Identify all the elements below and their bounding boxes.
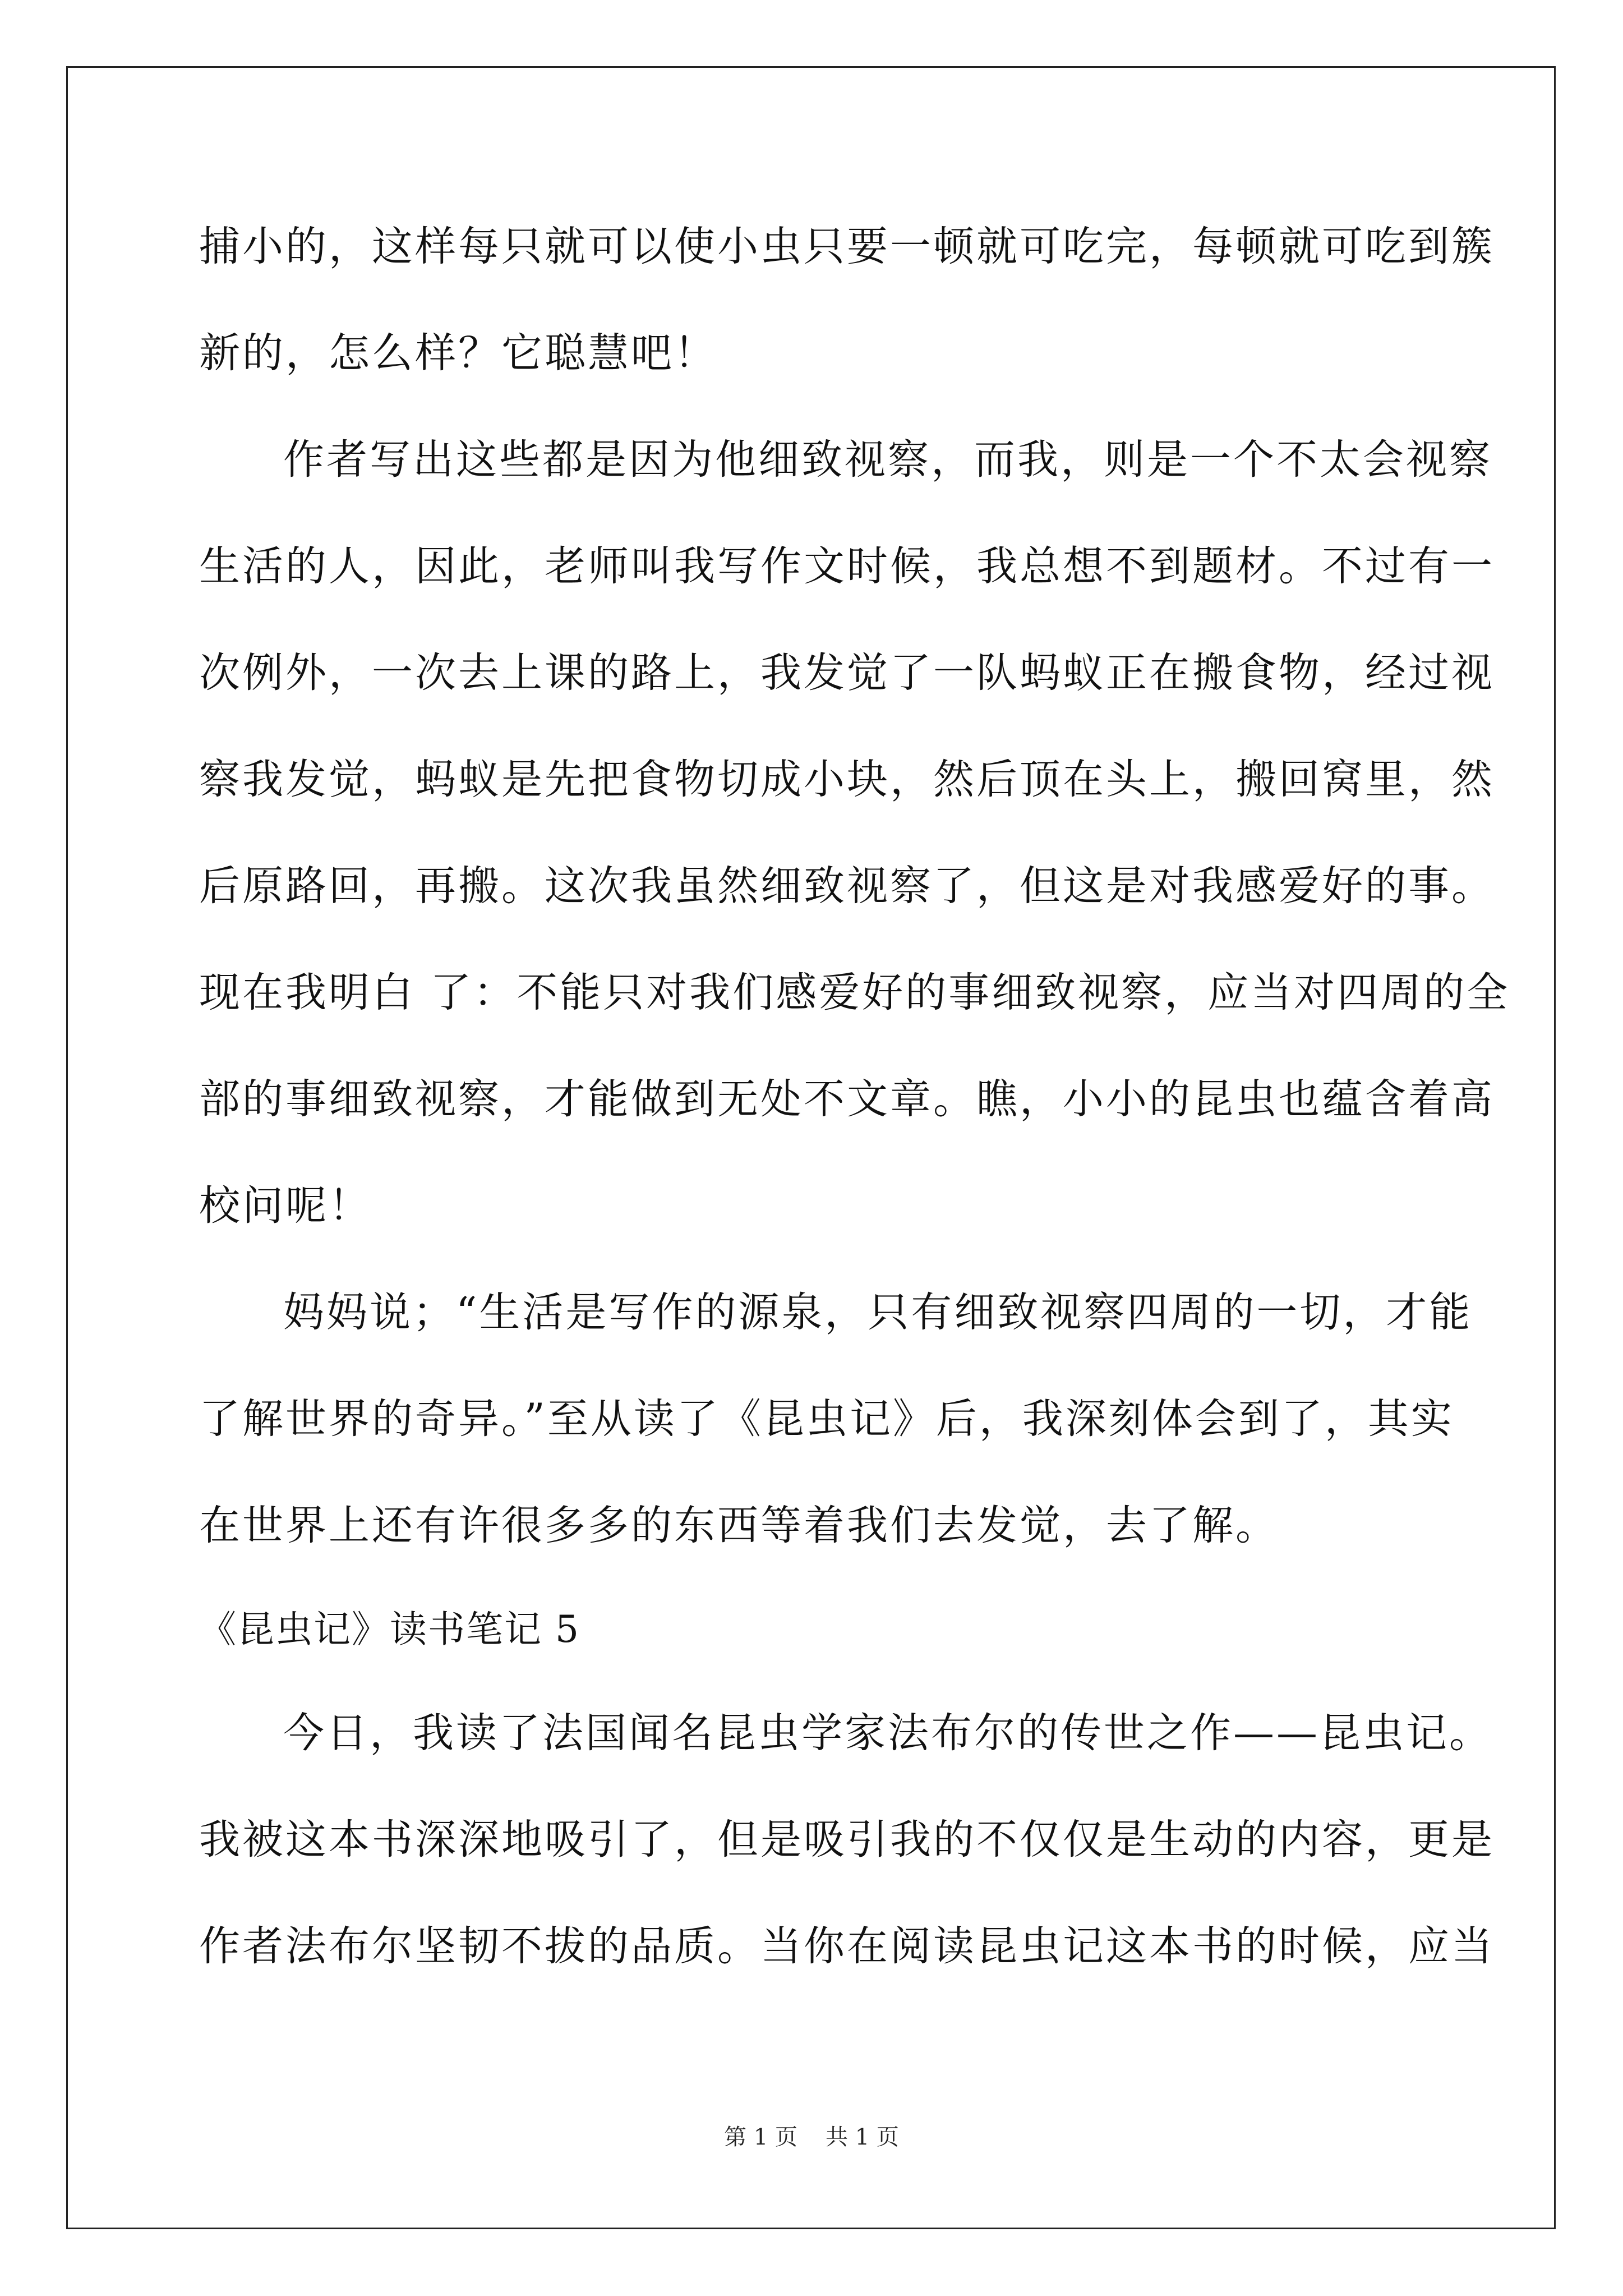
- text-line: 在世界上还有许很多多的东西等着我们去发觉，去了解。: [199, 1502, 1279, 1549]
- text-line: 后原路回，再搬。这次我虽然细致视察了，但这是对我感爱好的事。: [199, 862, 1495, 910]
- page-total: 共 1 页: [826, 2124, 899, 2150]
- text-line: 今日，我读了法国闻名昆虫学家法布尔的传世之作——昆虫记。: [283, 1709, 1492, 1757]
- text-line: 我被这本书深深地吸引了，但是吸引我的不仅仅是生动的内容，更是: [199, 1816, 1495, 1864]
- text-line: 察我发觉，蚂蚁是先把食物切成小块，然后顶在头上，搬回窝里，然: [199, 756, 1495, 803]
- text-line: 捕小的，这样每只就可以使小虫只要一顿就可吃完，每顿就可吃到簇: [199, 223, 1495, 270]
- text-line: 现在我明白 了：不能只对我们感爱好的事细致视察，应当对四周的全: [199, 969, 1510, 1016]
- text-line: 部的事细致视察，才能做到无处不文章。瞧，小小的昆虫也蕴含着高: [199, 1075, 1495, 1123]
- text-line: 新的，怎么样？它聪慧吧！: [199, 329, 717, 377]
- page-number: 第 1 页: [724, 2124, 797, 2150]
- text-line: 生活的人，因此，老师叫我写作文时候，我总想不到题材。不过有一: [199, 542, 1495, 590]
- text-line: 了解世界的奇异。”至从读了《昆虫记》后，我深刻体会到了，其实: [199, 1395, 1454, 1443]
- page-footer: [0, 2118, 1623, 2157]
- section-heading: 《昆虫记》读书笔记 5: [199, 1608, 580, 1651]
- text-line: 校问呢！: [199, 1182, 372, 1230]
- text-line: 妈妈说；“生活是写作的源泉，只有细致视察四周的一切，才能: [283, 1289, 1473, 1336]
- text-line: 作者写出这些都是因为他细致视察，而我，则是一个不太会视察: [283, 436, 1492, 484]
- page-border: [66, 66, 1556, 2229]
- text-line: 次例外，一次去上课的路上，我发觉了一队蚂蚁正在搬食物，经过视: [199, 649, 1495, 697]
- text-line: 作者法布尔坚韧不拔的品质。当你在阅读昆虫记这本书的时候，应当: [199, 1922, 1495, 1970]
